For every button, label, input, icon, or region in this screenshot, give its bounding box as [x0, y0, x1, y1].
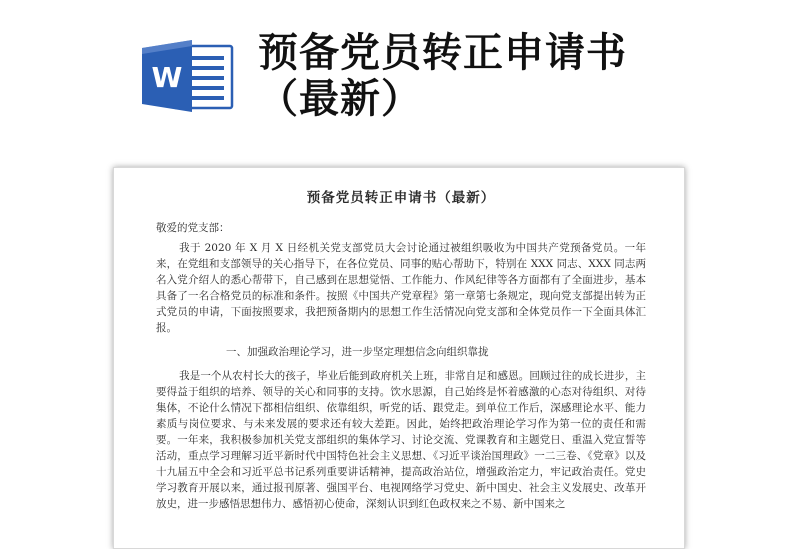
document-body [156, 188, 646, 512]
document-paragraph: 我于 2020 年 X 月 X 日经机关党支部党员大会讨论通过被组织吸收为中国共产党预备党员。一年来，在党组和支部领导的关心指导下，在各位党员、同事的贴心帮助下，特别在 XXX 同志、XXX 同志两名入党介绍人的悉心帮带下，自己感到在思想觉悟、工作能力、作风纪律等各方面都有了全面进步，基本具备了一名合格党员的标准和条件。按照《中国共产党章程》第一章第七条规定，现向党支部提出转为正式党员的申请，下面按照要求，我把预备期内的思想工作生活情况向党支部和全体党员作一下全面具体汇报。 [156, 242, 646, 334]
page-header [0, 0, 800, 160]
page-title [258, 30, 778, 122]
document-greeting: 敬爱的党支部： [156, 222, 230, 234]
page-title-line1: 预备党员转正申请书 [258, 30, 627, 76]
document-paragraph: 我是一个从农村长大的孩子，毕业后能到政府机关上班，非常自足和感恩。回顾过往的成长进步，主要得益于组织的培养、领导的关心和同事的支持。饮水思源，自己始终是怀着感激的心态对待组织、对待集体，不论什么情况下都相信组织、依靠组织，听党的话、跟党走。到单位工作后，深感理论水平、能力素质与岗位要求、与未来发展的要求还有较大差距。因此，始终把政治理论学习作为第一位的责任和需要。一年来，我积极参加机关党支部组织的集体学习、讨论交流、党课教育和主题党日、重温入党宣誓等活动，重点学习理解习近平新时代中国特色社会主义思想、《习近平谈治国理政》一二三卷、《党章》以及十九届五中全会和习近平总书记系列重要讲话精神，提高政治站位，增强政治定力，牢记政治责任。党史学习教育开展以来，通过报刊原著、强国平台、电视网络学习党史、新中国史、社会主义发展史、改革开放史，进一步感悟思想伟力、感悟初心使命，深刻认识到红色政权来之不易、新中国来之 [156, 370, 646, 510]
document-preview-page[interactable] [113, 167, 685, 549]
document-section-heading: 一、加强政治理论学习，进一步坚定理想信念向组织靠拢 [226, 346, 489, 358]
svg-text:W: W [151, 61, 183, 94]
page-title-line2: （最新） [258, 76, 422, 122]
word-document-icon [140, 38, 236, 114]
document-title: 预备党员转正申请书（最新） [306, 190, 496, 206]
